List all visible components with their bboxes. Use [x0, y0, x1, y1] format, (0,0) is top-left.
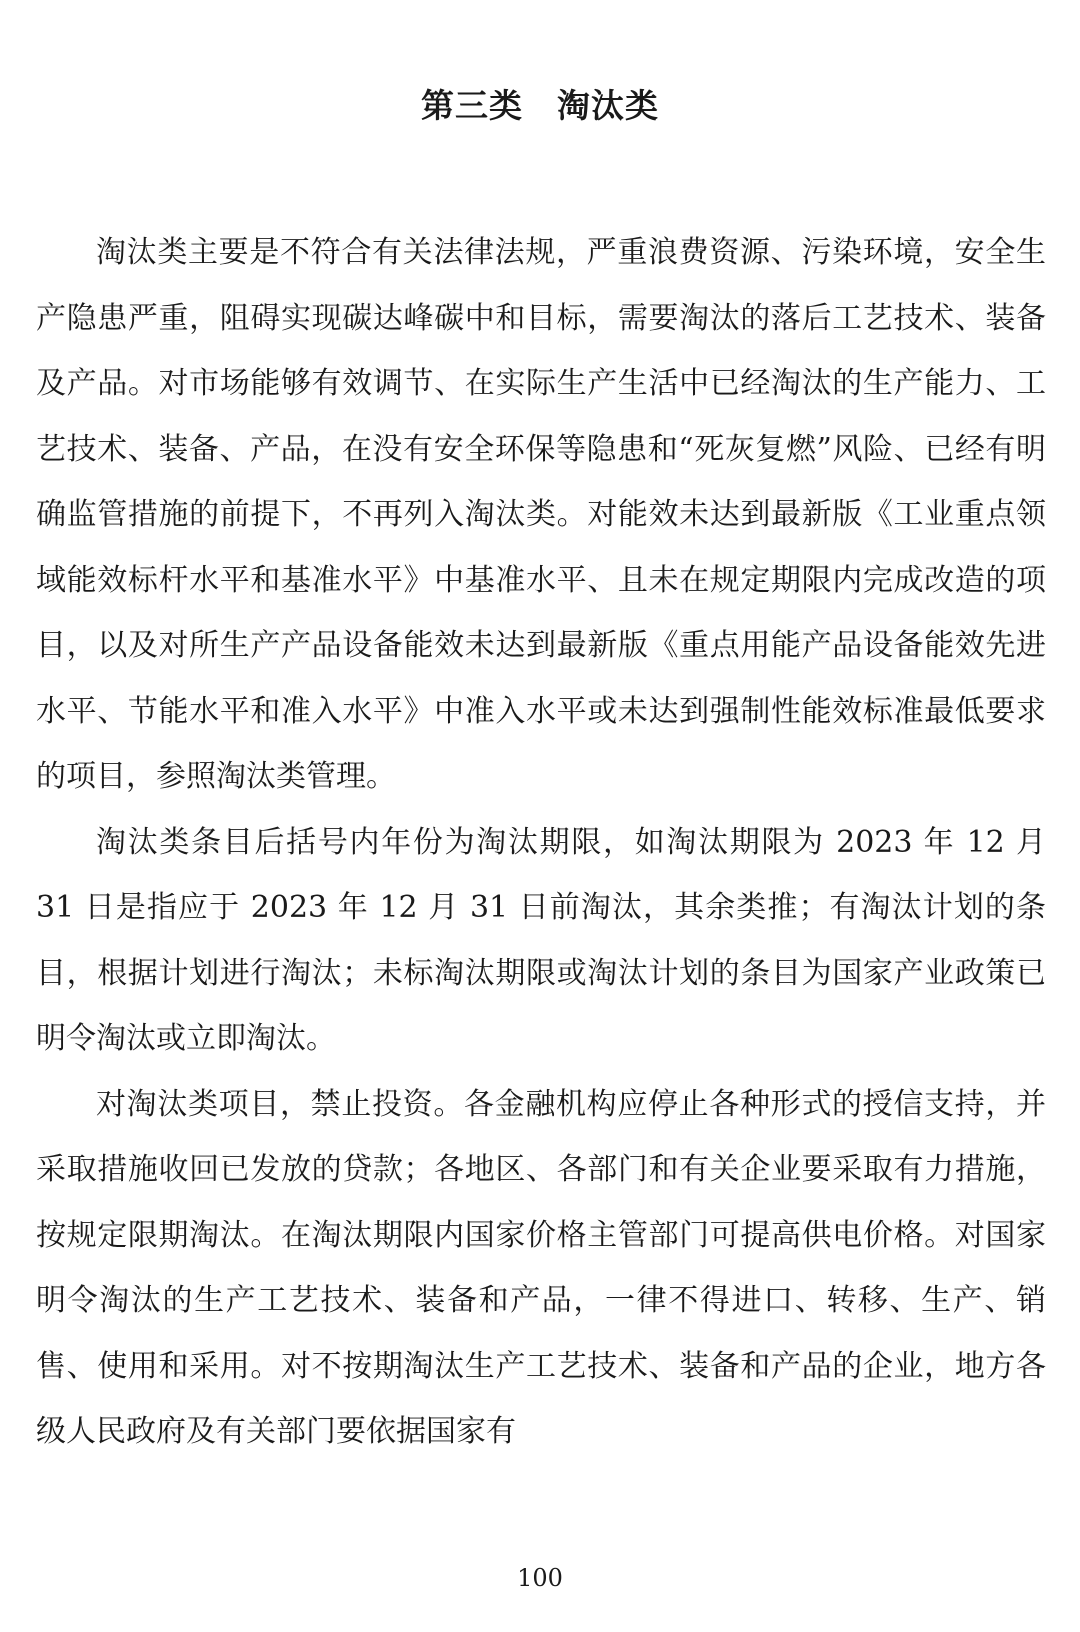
paragraph-1: 淘汰类主要是不符合有关法律法规，严重浪费资源、污染环境，安全生产隐患严重，阻碍实现碳达峰碳中和目标，需要淘汰的落后工艺技术、装备及产品。对市场能够有效调节、在实际生产生活中已经淘汰的生产能力、工艺技术、装备、产品，在没有安全环保等隐患和“死灰复燃”风险、已经有明确监管措施的前提下，不再列入淘汰类。对能效未达到最新版《工业重点领域能效标杆水平和基准水平》中基准水平、且未在规定期限内完成改造的项目，以及对所生产产品设备能效未达到最新版《重点用能产品设备能效先进水平、节能水平和准入水平》中准入水平或未达到强制性能效标准最低要求的项目，参照淘汰类管理。	[36, 235, 1046, 794]
paragraph-3: 对淘汰类项目，禁止投资。各金融机构应停止各种形式的授信支持，并采取措施收回已发放的贷款；各地区、各部门和有关企业要采取有力措施，按规定限期淘汰。在淘汰期限内国家价格主管部门可提高供电价格。对国家明令淘汰的生产工艺技术、装备和产品，一律不得进口、转移、生产、销售、使用和采用。对不按期淘汰生产工艺技术、装备和产品的企业，地方各级人民政府及有关部门要依据国家有	[36, 1086, 1046, 1449]
page-title: 第三类 淘汰类	[421, 86, 659, 125]
page-number: 100	[517, 1564, 563, 1592]
paragraph-2: 淘汰类条目后括号内年份为淘汰期限，如淘汰期限为 2023 年 12 月 31 日是指应于 2023 年 12 月 31 日前淘汰，其余类推；有淘汰计划的条目，根据计划进行淘汰；未标淘汰期限或淘汰计划的条目为国家产业政策已明令淘汰或立即淘汰。	[36, 824, 1046, 1056]
body-text	[36, 220, 1046, 1465]
